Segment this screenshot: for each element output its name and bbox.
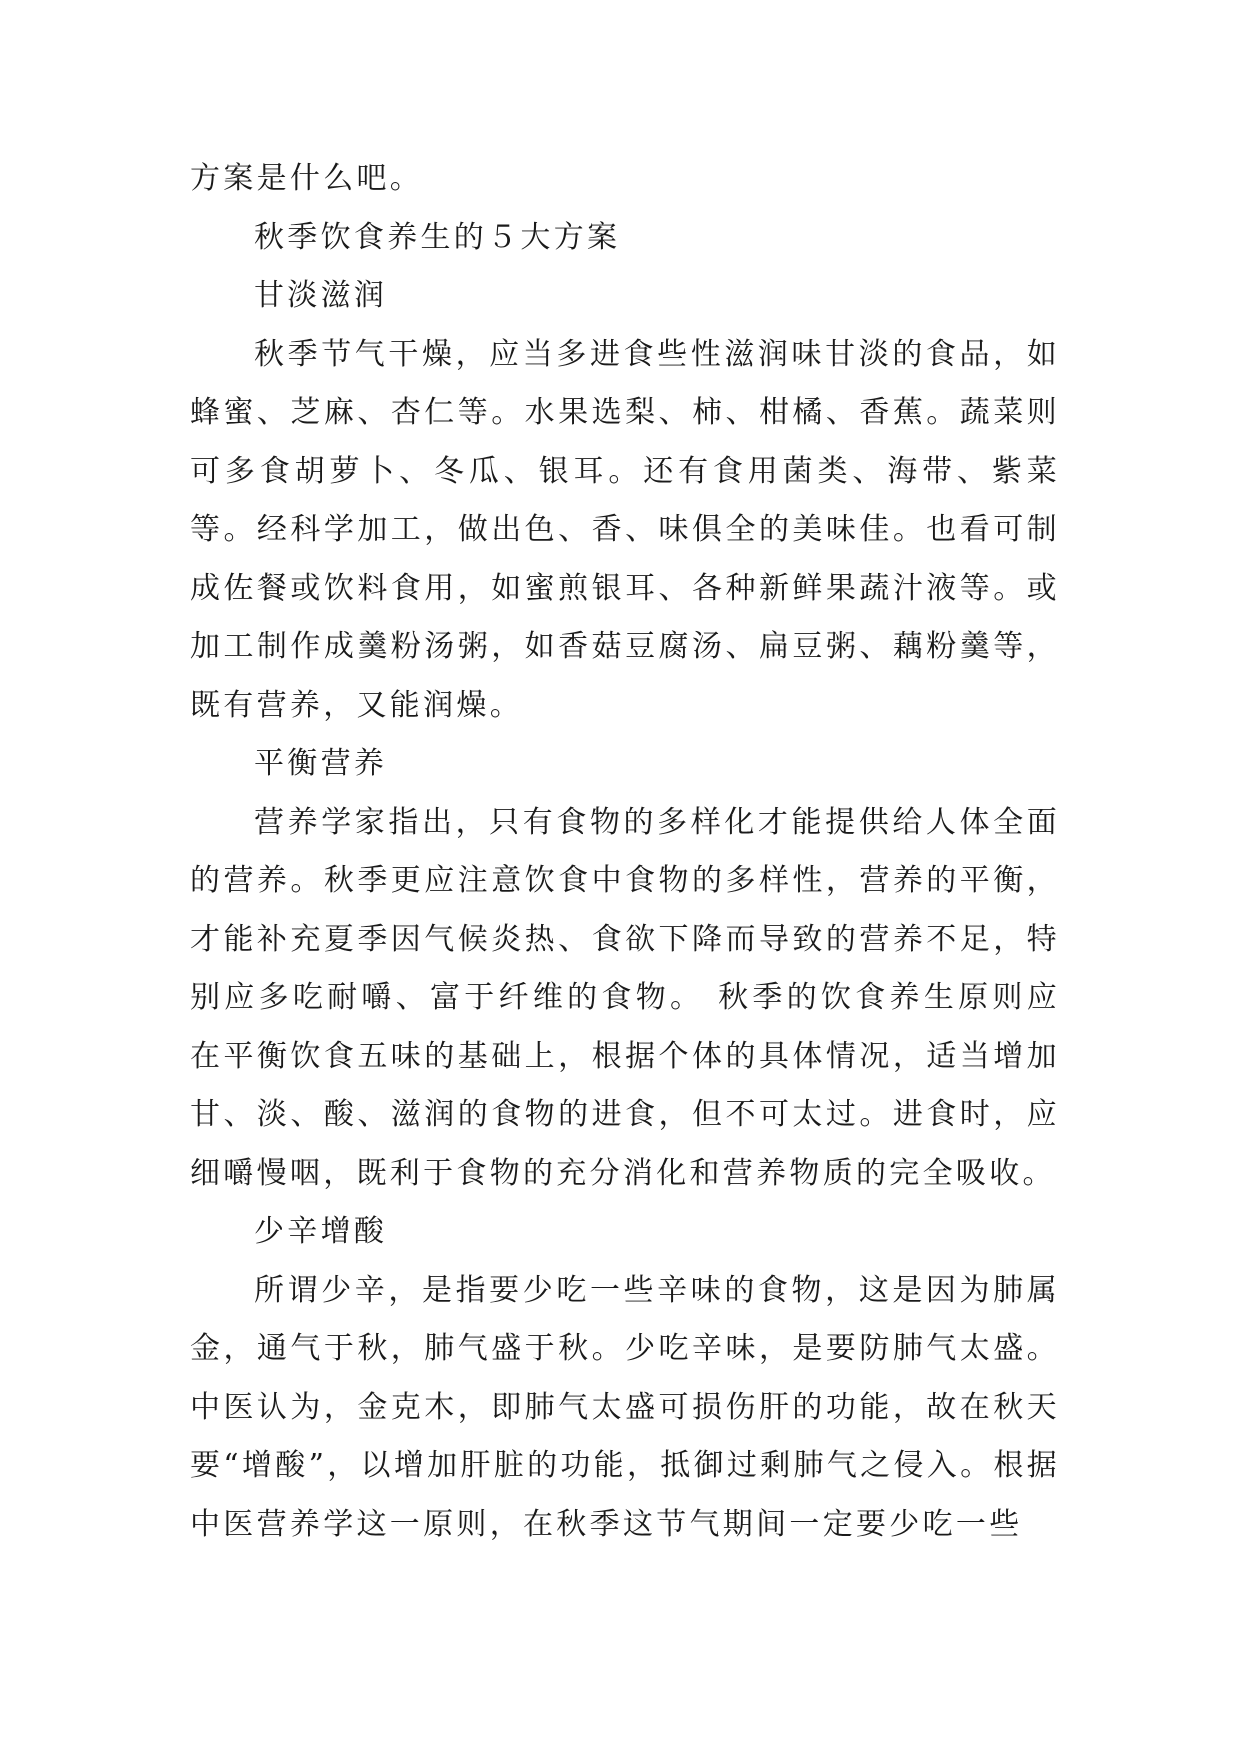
paragraph-shao-xin-zeng-suan: 所谓少辛，是指要少吃一些辛味的食物，这是因为肺属金，通气于秋，肺气盛于秋。少吃辛味，是要防肺气太盛。中医认为，金克木，即肺气太盛可损伤肝的功能，故在秋天要“增酸”，以增加肝脏的功能，抵御过剩肺气之侵入。根据中医营养学这一原则，在秋季这节气期间一定要少吃一些 bbox=[190, 1272, 1060, 1542]
heading-ping-heng-ying-yang: 平衡营养 bbox=[254, 746, 388, 781]
heading-gan-dan-zi-run: 甘淡滋润 bbox=[254, 278, 388, 313]
paragraph-ping-heng-ying-yang: 营养学家指出，只有食物的多样化才能提供给人体全面的营养。秋季更应注意饮食中食物的多样性，营养的平衡，才能补充夏季因气候炎热、食欲下降而导致的营养不足，特别应多吃耐嚼、富于纤维的食物。 秋季的饮食养生原则应在平衡饮食五味的基础上，根据个体的具体情况，适当增加甘、淡、酸、滋润的食物的进食，但不可太过。进食时，应细嚼慢咽，既利于食物的充分消化和营养物质的完全吸收。 bbox=[190, 804, 1060, 1191]
paragraph-continuation: 方案是什么吧。 bbox=[190, 161, 424, 196]
paragraph-gan-dan-zi-run: 秋季节气干燥，应当多进食些性滋润味甘淡的食品，如蜂蜜、芝麻、杏仁等。水果选梨、柿、柑橘、香蕉。蔬菜则可多食胡萝卜、冬瓜、银耳。还有食用菌类、海带、紫菜等。经科学加工，做出色、香、味俱全的美味佳。也看可制成佐餐或饮料食用，如蜜煎银耳、各种新鲜果蔬汁液等。或加工制作成羹粉汤粥，如香菇豆腐汤、扁豆粥、藕粉羹等，既有营养，又能润燥。 bbox=[190, 336, 1060, 723]
section-title: 秋季饮食养生的５大方案 bbox=[254, 219, 621, 255]
document-page bbox=[190, 150, 1060, 1554]
heading-shao-xin-zeng-suan: 少辛增酸 bbox=[254, 1214, 388, 1249]
